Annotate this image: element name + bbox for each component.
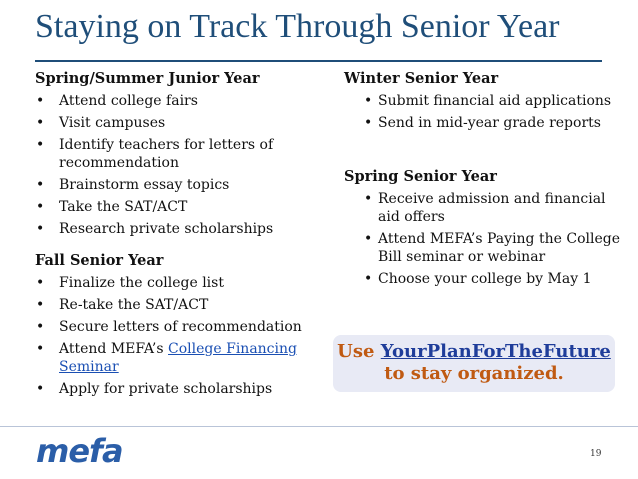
list-item: • Research private scholarships [35, 218, 315, 240]
section-heading-fall-senior: Fall Senior Year [35, 252, 164, 269]
list-item [344, 228, 624, 268]
right-column [344, 68, 624, 300]
list-item-prefix: Attend MEFA’s [59, 341, 169, 357]
list-item: • Attend college fairs [35, 90, 315, 112]
callout-box [333, 335, 615, 392]
list-item: • Take the SAT/ACT [35, 196, 315, 218]
list-fall-senior [35, 272, 315, 400]
list-item: • Submit financial aid applications [344, 90, 624, 112]
list-item [344, 188, 624, 228]
slide-title: Staying on Track Through Senior Year [35, 8, 560, 45]
list-item-text [59, 338, 315, 378]
list-item-text: • Attend MEFA’s Paying the College Bill seminar or webinar [378, 231, 620, 265]
list-spring-summer-junior [35, 90, 315, 240]
list-item [35, 338, 315, 378]
list-item: • Send in mid-year grade reports [344, 112, 624, 134]
mefa-logo: mefa [36, 432, 123, 470]
college-financing-seminar-link[interactable]: College Financing Seminar [59, 341, 297, 375]
title-divider [35, 60, 602, 62]
left-column [35, 68, 315, 410]
callout-line-1 [333, 341, 615, 363]
list-item-text: • Identify teachers for letters of recommendation [59, 137, 274, 171]
callout-line-2: to stay organized. [384, 363, 564, 384]
list-item-text: • Receive admission and financial aid offers [378, 191, 606, 225]
section-heading-spring-senior: Spring Senior Year [344, 168, 497, 185]
callout-prefix: Use [337, 341, 381, 362]
section-heading-winter-senior: Winter Senior Year [344, 70, 499, 87]
page-number: 19 [590, 449, 602, 459]
list-item [35, 134, 315, 174]
list-item: • Visit campuses [35, 112, 315, 134]
list-item: • Re-take the SAT/ACT [35, 294, 315, 316]
your-plan-for-the-future-link[interactable]: YourPlanForTheFuture [380, 341, 611, 362]
list-item: • Apply for private scholarships [35, 378, 315, 400]
list-item: • Choose your college by May 1 [344, 268, 624, 290]
list-item: • Finalize the college list [35, 272, 315, 294]
list-item: • Brainstorm essay topics [35, 174, 315, 196]
list-winter-senior [344, 90, 624, 134]
section-heading-spring-summer-junior: Spring/Summer Junior Year [35, 70, 260, 87]
footer-divider [0, 426, 638, 427]
list-item: • Secure letters of recommendation [35, 316, 315, 338]
list-spring-senior [344, 188, 624, 290]
